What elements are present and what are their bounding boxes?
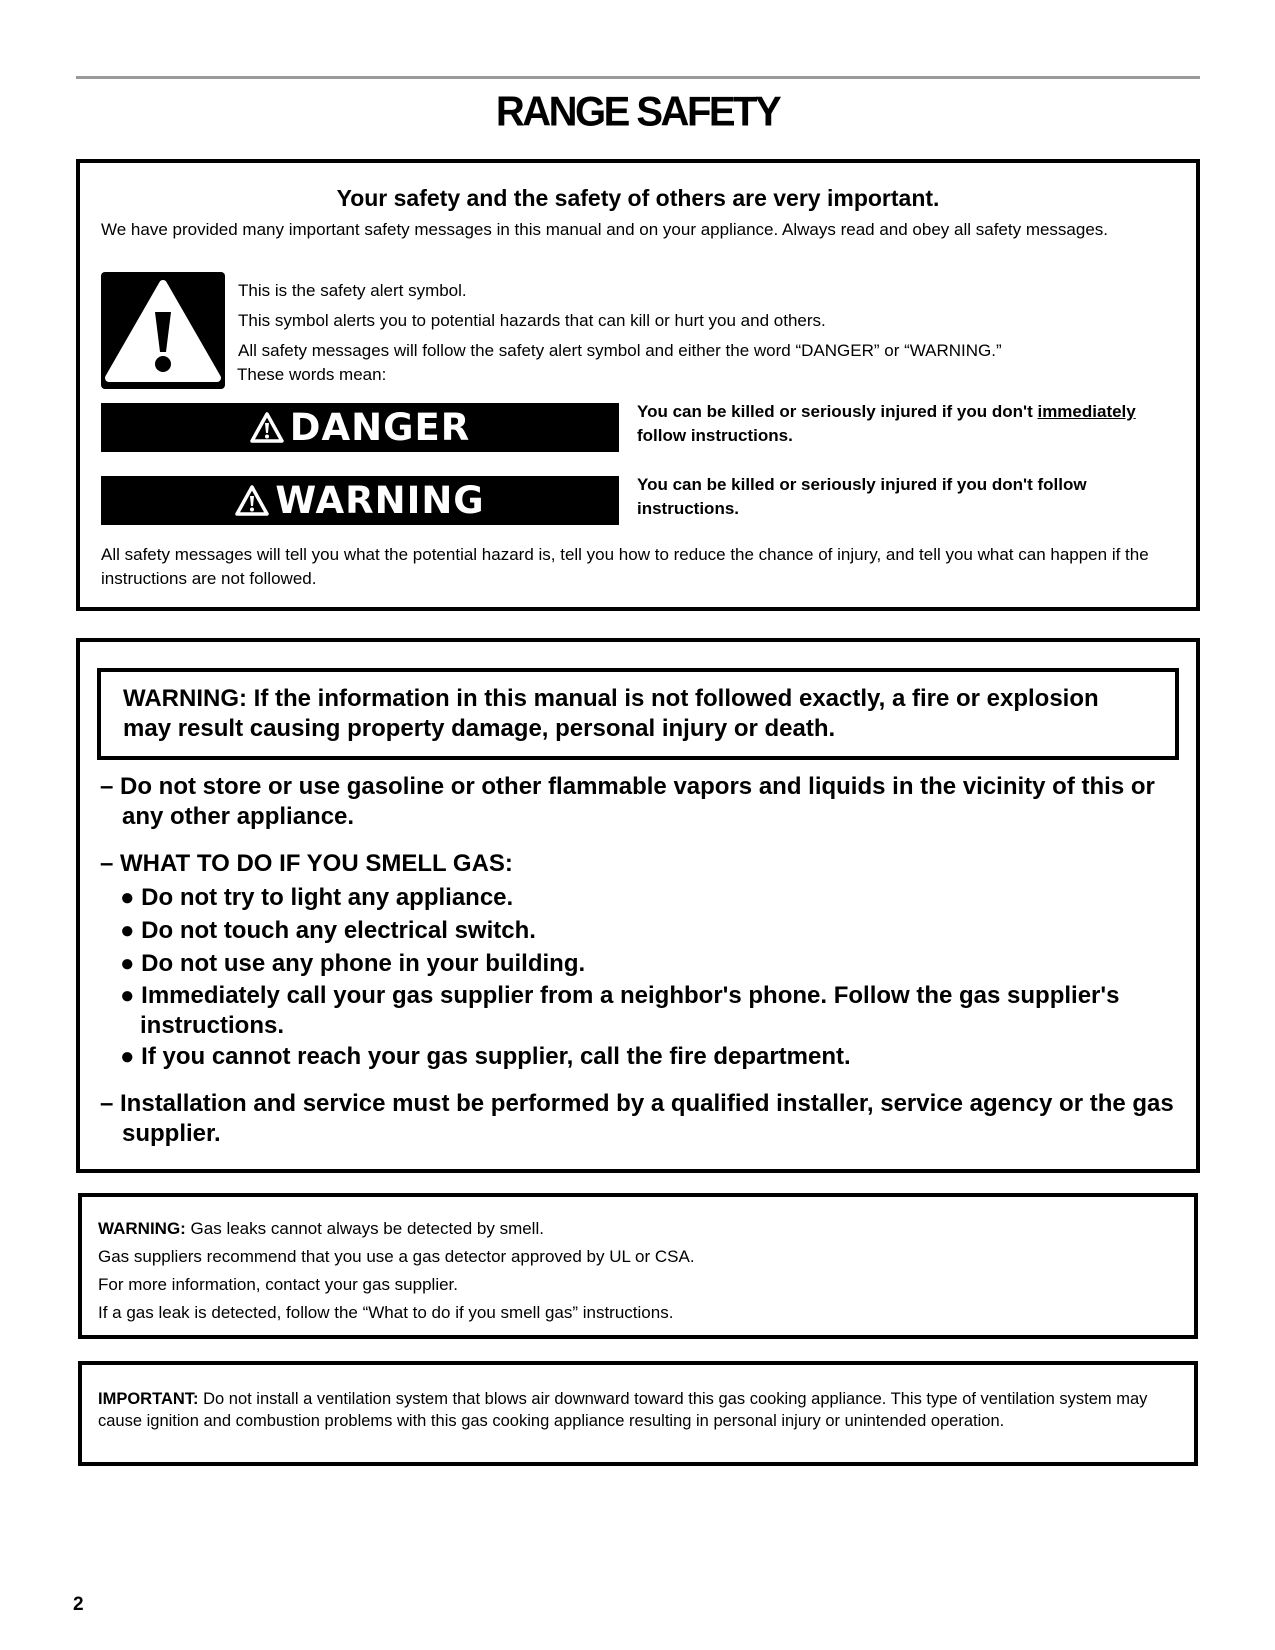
danger-meaning-start: You can be killed or seriously injured if you don't	[637, 402, 1038, 421]
danger-alert-icon	[250, 412, 284, 444]
danger-meaning-emphasis: immediately	[1037, 402, 1136, 421]
safety-outro-text: All safety messages will tell you what the potential hazard is, tell you how to reduce the chance of injury, and tell you what can happen if the instructions are not followed.	[101, 545, 1149, 588]
safety-heading: Your safety and the safety of others are very important.	[336, 185, 940, 211]
leak-line: For more information, contact your gas supplier.	[98, 1275, 458, 1294]
leak-line	[98, 1219, 544, 1239]
warning-label: WARNING	[275, 479, 485, 522]
danger-meaning	[637, 400, 1182, 448]
bullet-icon: ●	[120, 982, 135, 1009]
leak-line: If a gas leak is detected, follow the “What to do if you smell gas” instructions.	[98, 1303, 674, 1322]
bullet-icon: ●	[120, 884, 135, 911]
symbol-line: All safety messages will follow the safety alert symbol and either the word “DANGER” or “WARNING.”	[238, 341, 1002, 360]
list-item	[120, 981, 1190, 1041]
danger-label: DANGER	[289, 406, 471, 449]
symbol-line: This is the safety alert symbol.	[238, 281, 467, 300]
list-item	[120, 916, 1190, 946]
warning-alert-icon	[235, 485, 269, 517]
danger-meaning-end: follow instructions.	[637, 426, 793, 445]
bullet-icon: ●	[120, 950, 135, 977]
important-ventilation-box	[78, 1361, 1198, 1466]
gas-leak-box	[78, 1193, 1198, 1339]
list-item-text: Do not try to light any appliance.	[141, 884, 514, 911]
list-item	[120, 949, 1190, 979]
top-rule	[76, 76, 1200, 79]
page-number: 2	[73, 1594, 84, 1615]
list-item-text: If you cannot reach your gas supplier, call the fire department.	[141, 1043, 851, 1070]
list-item	[120, 883, 1190, 913]
warning-signal-bar	[101, 476, 619, 525]
leak-warning-label: WARNING:	[98, 1219, 186, 1238]
bullet-icon: ●	[120, 1043, 135, 1070]
important-body: Do not install a ventilation system that blows air downward toward this gas cooking appliance. This type of ventilation system may cause ignition and combustion problems with this gas cooking appliance resulting in personal injury or unintended operation.	[98, 1390, 1148, 1430]
important-label: IMPORTANT:	[98, 1390, 199, 1408]
leak-line: Gas suppliers recommend that you use a gas detector approved by UL or CSA.	[98, 1247, 695, 1266]
installation-item: – Installation and service must be performed by a qualified installer, service agency or the gas supplier.	[100, 1090, 1174, 1147]
gas-warning-box	[76, 638, 1200, 1173]
smell-gas-item: – WHAT TO DO IF YOU SMELL GAS:	[100, 850, 513, 877]
list-item-text: Do not touch any electrical switch.	[141, 917, 536, 944]
important-text	[98, 1388, 1178, 1432]
list-item-text: Immediately call your gas supplier from a neighbor's phone. Follow the gas supplier's instructions.	[140, 982, 1120, 1039]
bullet-icon: ●	[120, 917, 135, 944]
symbol-line: This symbol alerts you to potential hazards that can kill or hurt you and others.	[238, 311, 826, 330]
page-title: RANGE SAFETY	[495, 88, 780, 136]
warning-meaning: You can be killed or seriously injured if you don't follow instructions.	[637, 475, 1087, 518]
fire-explosion-warning: WARNING: If the information in this manual is not followed exactly, a fire or explosion may result causing property damage, personal injury or death.	[97, 668, 1179, 760]
safety-intro-box	[76, 159, 1200, 611]
safety-intro-text: We have provided many important safety messages in this manual and on your appliance. Always read and obey all safety messages.	[101, 220, 1109, 239]
safety-alert-icon	[101, 272, 225, 389]
list-item	[120, 1042, 1190, 1072]
danger-signal-bar	[101, 403, 619, 452]
list-item-text: Do not use any phone in your building.	[141, 950, 586, 977]
leak-line-text: Gas leaks cannot always be detected by smell.	[185, 1219, 544, 1238]
flammable-vapors-item: – Do not store or use gasoline or other flammable vapors and liquids in the vicinity of this or any other appliance.	[100, 773, 1155, 830]
symbol-line: These words mean:	[237, 365, 387, 384]
